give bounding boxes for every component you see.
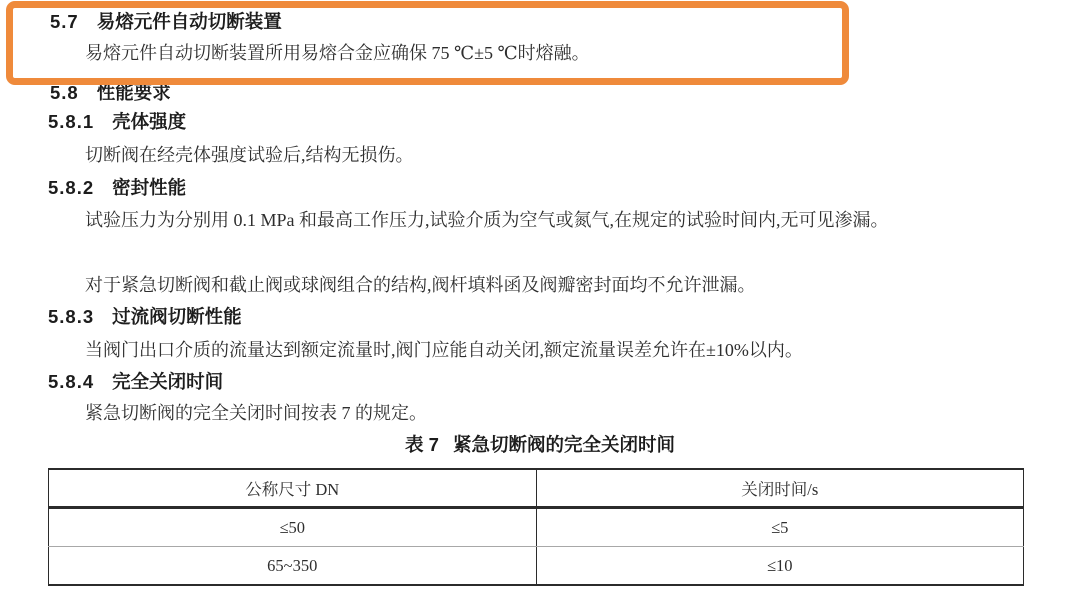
section-number: 5.8.1 [48,111,95,132]
table-cell-dn: ≤50 [49,508,537,547]
section-5-8-1-paragraph: 切断阀在经壳体强度试验后,结构无损伤。 [85,145,414,165]
table-cell-dn: 65~350 [49,547,537,586]
table-header-cell-time: 关闭时间/s [536,469,1024,508]
section-number: 5.8 [50,82,79,103]
table-cell-time: ≤5 [536,508,1024,547]
highlight-box [6,1,849,85]
section-title: 完全关闭时间 [112,371,224,392]
section-5-8-4-paragraph: 紧急切断阀的完全关闭时间按表 7 的规定。 [85,403,427,423]
table-caption-number: 表 7 [405,434,439,455]
section-number: 5.8.2 [48,177,95,198]
table-caption [0,430,1080,460]
section-5-7-paragraph: 易熔元件自动切断装置所用易熔合金应确保 75 ℃±5 ℃时熔融。 [85,43,590,63]
section-title: 性能要求 [96,82,171,103]
section-title: 密封性能 [112,177,187,198]
table-row [49,547,1024,586]
table-cell-time: ≤10 [536,547,1024,586]
table-row [49,508,1024,547]
section-title: 过流阀切断性能 [112,306,242,327]
section-title: 易熔元件自动切断装置 [96,11,282,32]
closing-time-table [48,468,1024,586]
section-heading-5-8-3 [48,302,242,332]
section-5-8-2-paragraph-1: 试验压力为分别用 0.1 MPa 和最高工作压力,试验介质为空气或氮气,在规定的试验时间内,无可见渗漏。 [85,210,889,230]
section-number: 5.7 [50,11,79,32]
section-number: 5.8.4 [48,371,95,392]
section-title: 壳体强度 [112,111,187,132]
section-heading-5-8-2 [48,173,186,203]
section-number: 5.8.3 [48,306,95,327]
table-header-row [49,469,1024,508]
section-5-8-2-paragraph-2: 对于紧急切断阀和截止阀或球阀组合的结构,阀杆填料函及阀瓣密封面均不允许泄漏。 [85,275,756,295]
table-header-cell-dn: 公称尺寸 DN [49,469,537,508]
table-caption-title: 紧急切断阀的完全关闭时间 [452,434,675,455]
section-heading-5-8-4 [48,367,223,397]
section-5-8-3-paragraph: 当阀门出口介质的流量达到额定流量时,阀门应能自动关闭,额定流量误差允许在±10%以内。 [85,340,803,360]
section-heading-5-8-1 [48,107,186,137]
